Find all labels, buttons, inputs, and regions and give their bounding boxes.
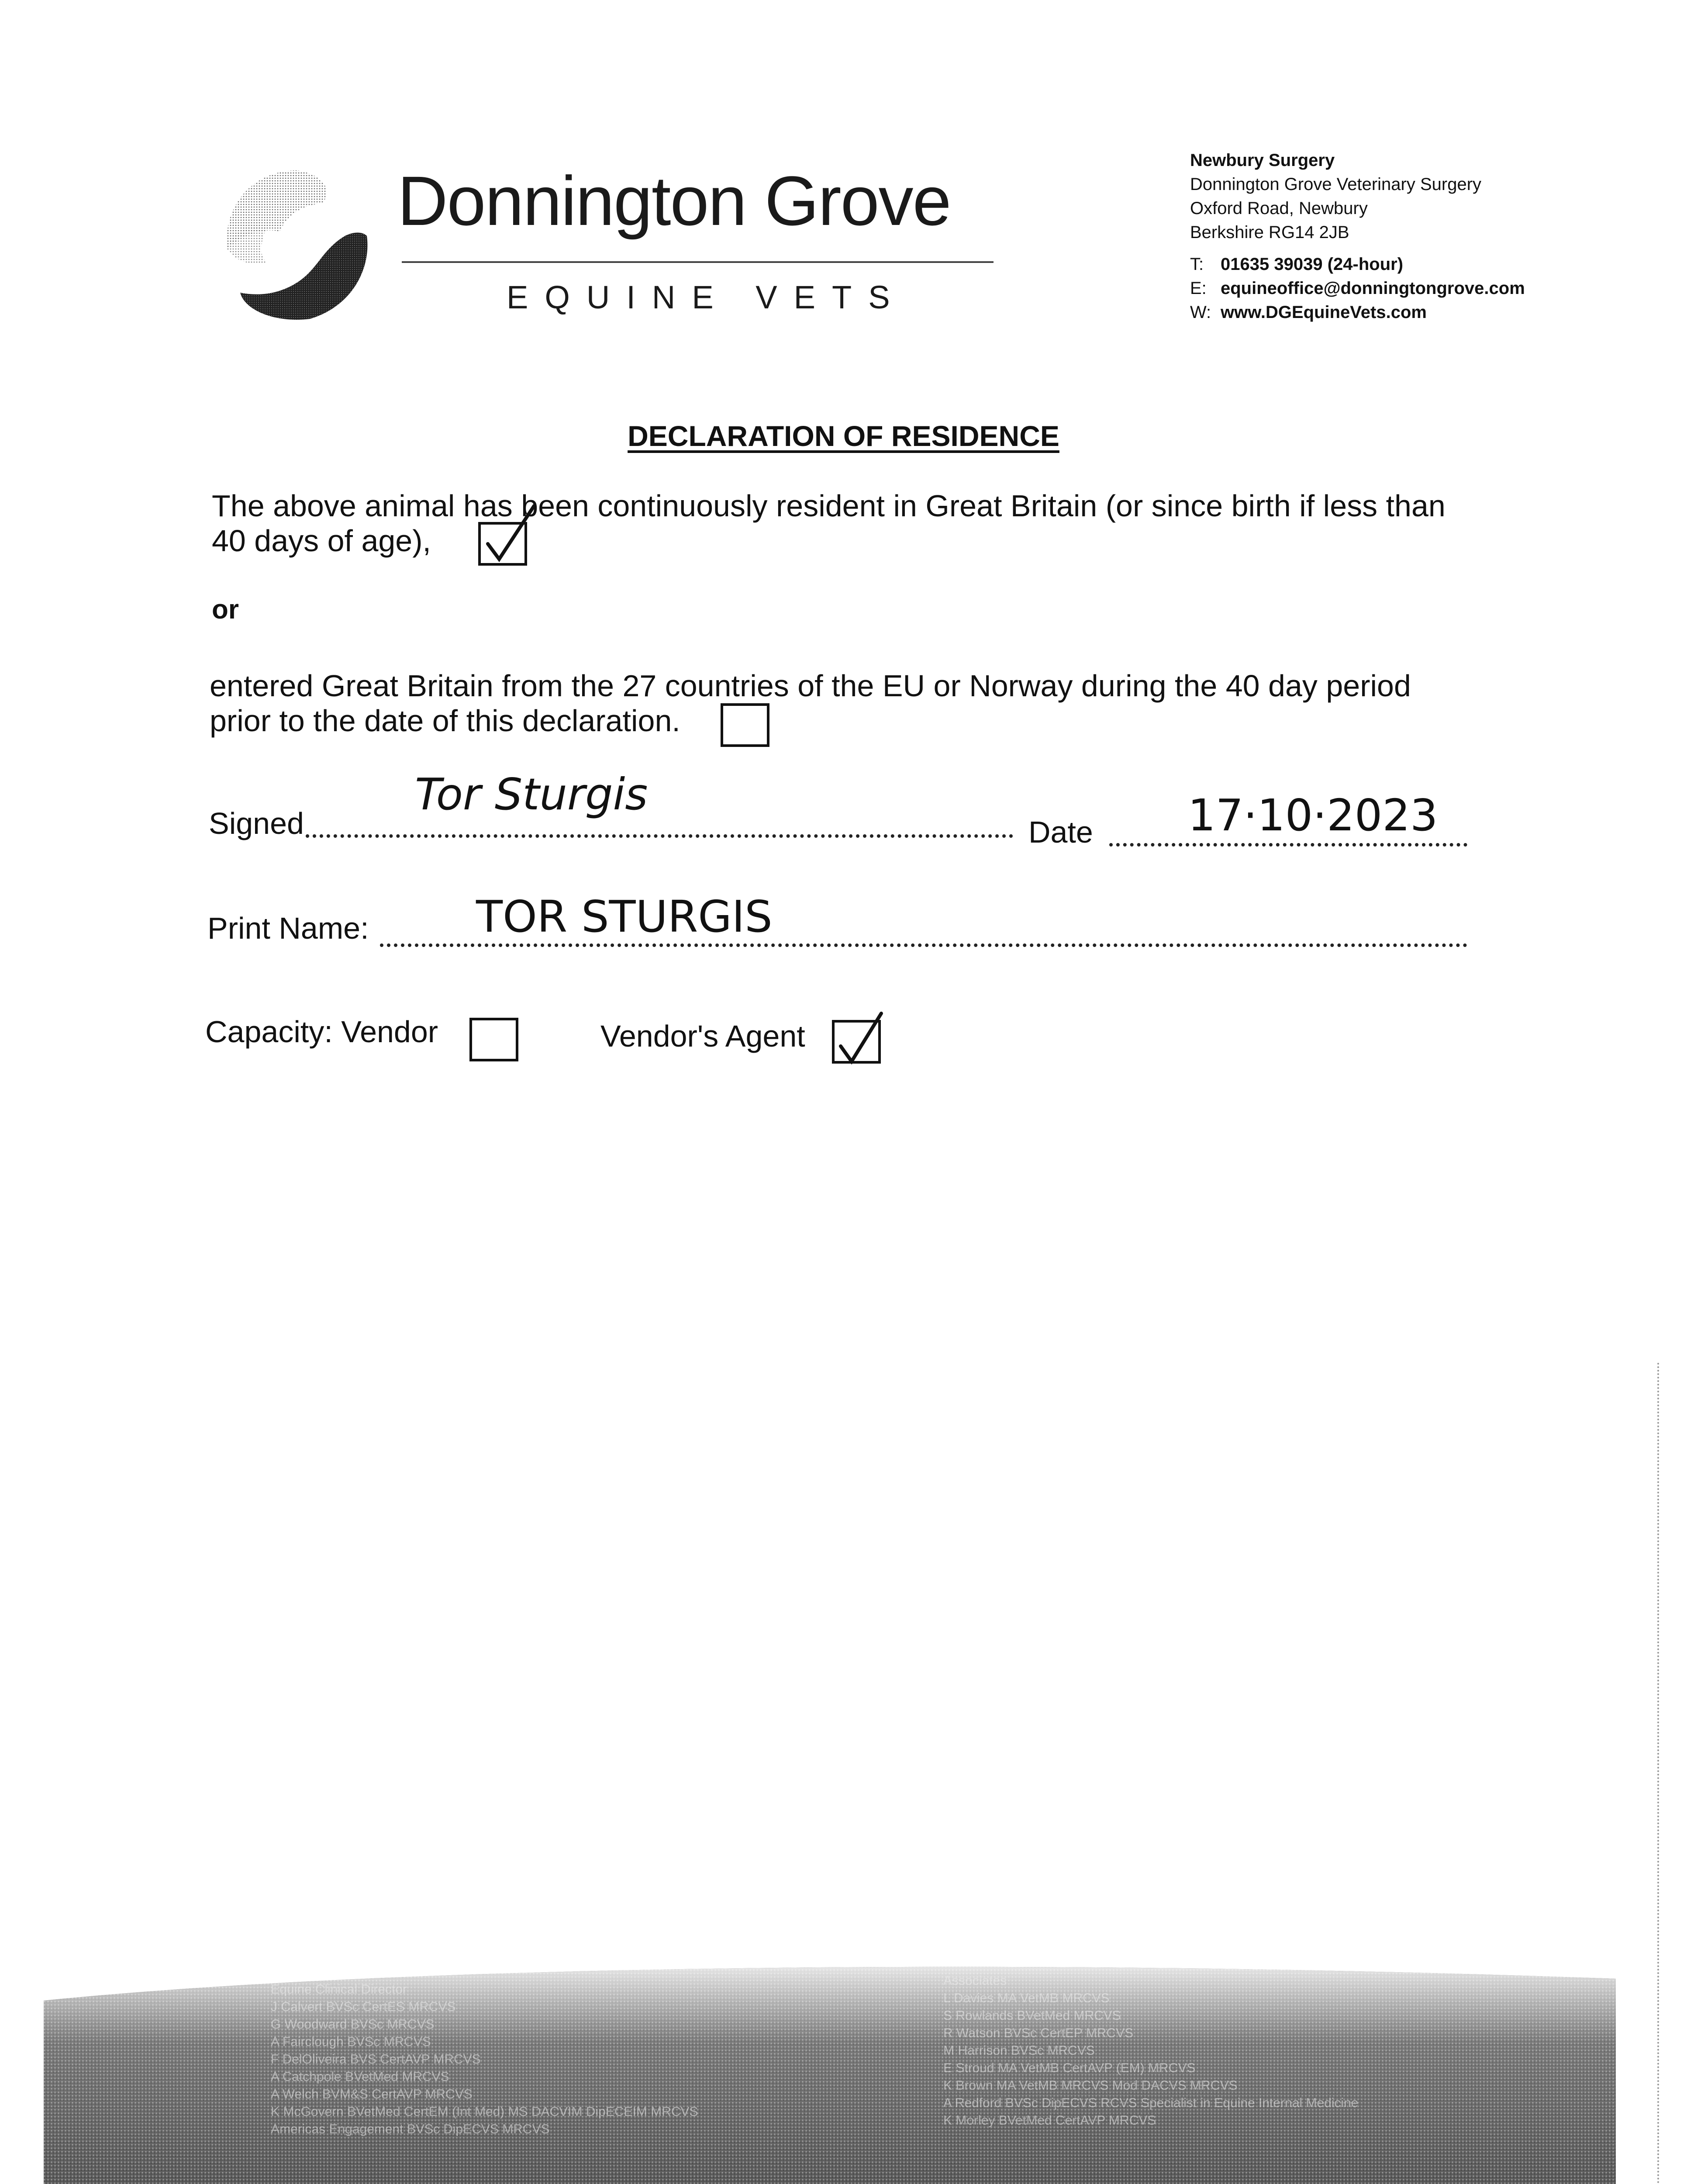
signature-handwriting: Tor Sturgis — [415, 769, 648, 820]
address-block — [1190, 149, 1481, 245]
scan-edge — [1657, 1363, 1662, 2184]
footer-staff-line: G Woodward BVSc MRCVS — [271, 2017, 435, 2032]
footer-staff-line: K McGovern BVetMed CertEM (Int Med) MS DACVIM DipECEIM MRCVS — [271, 2105, 698, 2119]
vendor-agent-check-icon — [834, 1009, 891, 1070]
address-line: Oxford Road, Newbury — [1190, 199, 1368, 218]
address-line: Berkshire RG14 2JB — [1190, 223, 1349, 242]
signed-dotted-line — [306, 834, 1013, 838]
contact-block — [1190, 252, 1525, 325]
option1-text-line2: 40 days of age), — [212, 524, 431, 558]
footer-staff-line: Associates — [943, 1973, 1007, 1988]
vendor-checkbox[interactable] — [469, 1018, 518, 1061]
contact-phone — [1190, 252, 1525, 276]
brand-subtitle: EQUINE VETS — [507, 279, 907, 315]
brand-logo-icon — [214, 162, 380, 328]
page-title: DECLARATION OF RESIDENCE — [628, 420, 1059, 452]
footer-staff-line: Equine Clinical Director — [271, 1982, 407, 1997]
capacity-vendor-label: Capacity: Vendor — [205, 1015, 438, 1049]
contact-web — [1190, 301, 1525, 325]
date-handwriting: 17·10·2023 — [1188, 790, 1438, 841]
print-name-label: Print Name: — [207, 911, 369, 945]
footer-staff-line: F DelOliveira BVS CertAVP MRCVS — [271, 2052, 481, 2067]
web-value: www.DGEquineVets.com — [1221, 303, 1427, 322]
option2-text-line2: prior to the date of this declaration. — [210, 704, 680, 738]
footer-staff-line: E Stroud MA VetMB CertAVP (EM) MRCVS — [943, 2061, 1196, 2075]
or-label: or — [212, 594, 239, 625]
footer-staff-line: K Morley BVetMed CertAVP MRCVS — [943, 2113, 1156, 2128]
footer-staff-line: L Davies MA VetMB MRCVS — [943, 1991, 1110, 2005]
phone-value: 01635 39039 (24-hour) — [1221, 255, 1404, 274]
footer-staff-line: A Catchpole BVetMed MRCVS — [271, 2070, 449, 2084]
option1-text-line1: The above animal has been continuously resident in Great Britain (or since birth if less than — [212, 489, 1446, 523]
footer-band — [44, 1948, 1616, 2184]
option2-checkbox[interactable] — [721, 703, 769, 747]
date-label: Date — [1028, 815, 1093, 849]
footer-staff-line: S Rowlands BVetMed MRCVS — [943, 2008, 1121, 2023]
contact-email — [1190, 276, 1525, 301]
vendor-agent-label: Vendor's Agent — [600, 1019, 805, 1053]
footer-staff-line: A Fairclough BVSc MRCVS — [271, 2035, 431, 2049]
surgery-title: Newbury Surgery — [1190, 151, 1335, 170]
print-name-dotted-line — [380, 943, 1467, 947]
email-value: equineoffice@donningtongrove.com — [1221, 279, 1525, 298]
brand-name: Donnington Grove — [397, 162, 951, 240]
footer-staff-line: R Watson BVSc CertEP MRCVS — [943, 2026, 1134, 2040]
option2-text-line1: entered Great Britain from the 27 countries of the EU or Norway during the 40 day period — [210, 669, 1411, 703]
phone-key: T: — [1190, 255, 1204, 274]
footer-staff-line: A Redford BVSc DipECVS RCVS Specialist in Equine Internal Medicine — [943, 2096, 1359, 2110]
brand-divider — [402, 261, 994, 263]
footer-staff-line: Americas Engagement BVSc DipECVS MRCVS — [271, 2122, 550, 2136]
email-key: E: — [1190, 279, 1207, 298]
option1-check-icon — [483, 502, 539, 568]
footer-staff-line: A Welch BVM&S CertAVP MRCVS — [271, 2087, 473, 2101]
footer-staff-line: J Calvert BVSc CertES MRCVS — [271, 2000, 456, 2014]
web-key: W: — [1190, 303, 1211, 322]
footer-staff-line: M Harrison BVSc MRCVS — [943, 2043, 1095, 2058]
footer-staff-line: K Brown MA VetMB MRCVS Mod DACVS MRCVS — [943, 2078, 1238, 2093]
print-name-handwriting: TOR STURGIS — [476, 891, 773, 942]
address-line: Donnington Grove Veterinary Surgery — [1190, 175, 1482, 194]
signed-label: Signed — [209, 806, 304, 840]
date-dotted-line — [1109, 843, 1467, 847]
